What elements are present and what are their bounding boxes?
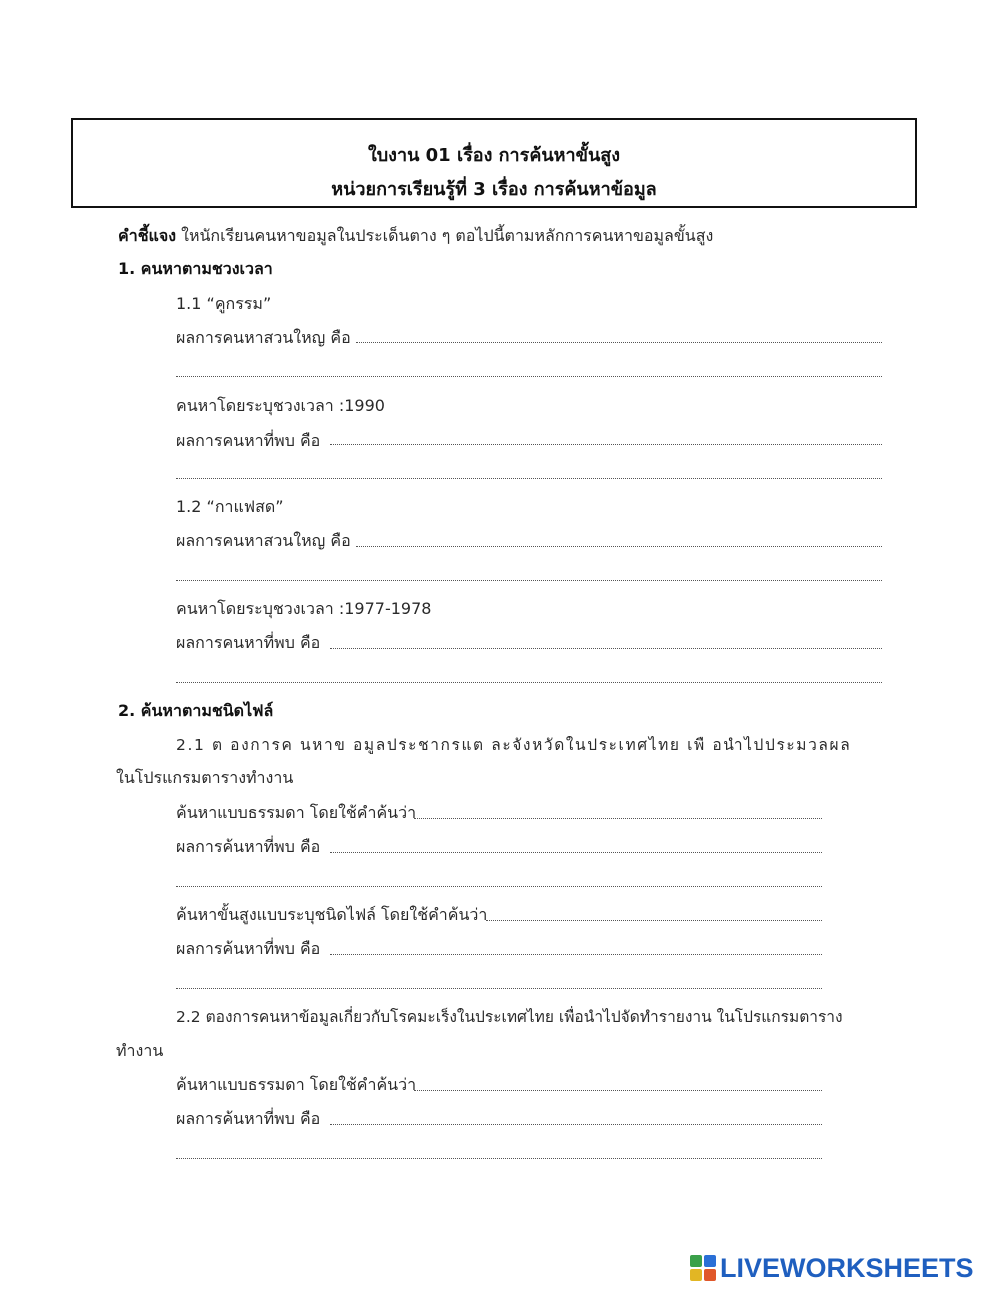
answer-line[interactable] (176, 580, 882, 581)
item-2-1-basic-search-label: ค้นหาแบบธรรมดา โดยใช้คำค้นว่า (176, 803, 417, 822)
section2-heading: 2. ค้นหาตามชนิดไฟล์ (118, 701, 274, 720)
item-1-2-time-filter: คนหาโดยระบุชวงเวลา :1977-1978 (176, 599, 432, 618)
answer-line[interactable] (486, 920, 822, 921)
logo-text: LIVEWORKSHEETS (720, 1252, 974, 1283)
item-1-2-found-label: ผลการคนหาที่พบ คือ (176, 633, 321, 652)
answer-line[interactable] (330, 954, 822, 955)
answer-line[interactable] (176, 376, 882, 377)
answer-line[interactable] (414, 1090, 822, 1091)
item-2-2-title: 2.2 ตองการคนหาข้อมูลเกี่ยวกับโรคมะเร็งในประเทศไทย เพื่อนำไปจัดทำรายงาน ในโปรแกรมตาราง (176, 1008, 843, 1026)
answer-line[interactable] (330, 1124, 822, 1125)
answer-line[interactable] (330, 444, 882, 445)
answer-line[interactable] (176, 886, 822, 887)
item-2-1-title-cont: ในโปรแกรมตารางทำงาน (116, 768, 294, 787)
item-2-1-title: 2.1 ต องการค นหาข อมูลประชากรแต ละจังหวัดในประเทศไทย เพื อนำไปประมวลผล (176, 736, 852, 754)
answer-line[interactable] (176, 988, 822, 989)
item-2-1-advanced-search-label: ค้นหาขั้นสูงแบบระบุชนิดไฟล์ โดยใช้คำค้นว่า (176, 905, 488, 924)
item-1-2-result-label: ผลการคนหาสวนใหญ คือ (176, 531, 351, 550)
answer-line[interactable] (330, 852, 822, 853)
item-2-2-basic-search-label: ค้นหาแบบธรรมดา โดยใช้คำค้นว่า (176, 1075, 417, 1094)
answer-line[interactable] (414, 818, 822, 819)
item-1-2-title: 1.2 “กาแฟสด” (176, 497, 284, 516)
item-1-1-time-filter: คนหาโดยระบุชวงเวลา :1990 (176, 396, 385, 415)
answer-line[interactable] (176, 682, 882, 683)
instructions (118, 226, 713, 246)
answer-line[interactable] (356, 546, 882, 547)
item-1-1-result-label: ผลการคนหาสวนใหญ คือ (176, 328, 351, 347)
worksheet-subtitle: หน่วยการเรียนรู้ที่ 3 เรื่อง การค้นหาข้อมูล (331, 179, 657, 200)
item-2-2-title-cont: ทำงาน (116, 1041, 164, 1060)
section1-heading: 1. คนหาตามชวงเวลา (118, 259, 273, 278)
liveworksheets-logo-icon (690, 1255, 716, 1281)
item-2-2-basic-result-label: ผลการค้นหาที่พบ คือ (176, 1109, 321, 1128)
answer-line[interactable] (176, 478, 882, 479)
worksheet-title: ใบงาน 01 เรื่อง การค้นหาขั้นสูง (367, 145, 621, 166)
item-2-1-basic-result-label: ผลการค้นหาที่พบ คือ (176, 837, 321, 856)
answer-line[interactable] (176, 1158, 822, 1159)
item-2-1-advanced-result-label: ผลการค้นหาที่พบ คือ (176, 939, 321, 958)
answer-line[interactable] (356, 342, 882, 343)
instructions-text: ใหนักเรียนคนหาขอมูลในประเด็นตาง ๆ ตอไปนี้ตามหลักการคนหาขอมูลขั้นสูง (176, 226, 714, 245)
item-1-1-found-label: ผลการคนหาที่พบ คือ (176, 431, 321, 450)
item-1-1-title: 1.1 “คูกรรม” (176, 294, 272, 313)
title-box (71, 118, 917, 208)
instructions-label: คำชี้แจง (118, 226, 177, 245)
liveworksheets-logo[interactable] (690, 1253, 974, 1283)
answer-line[interactable] (330, 648, 882, 649)
